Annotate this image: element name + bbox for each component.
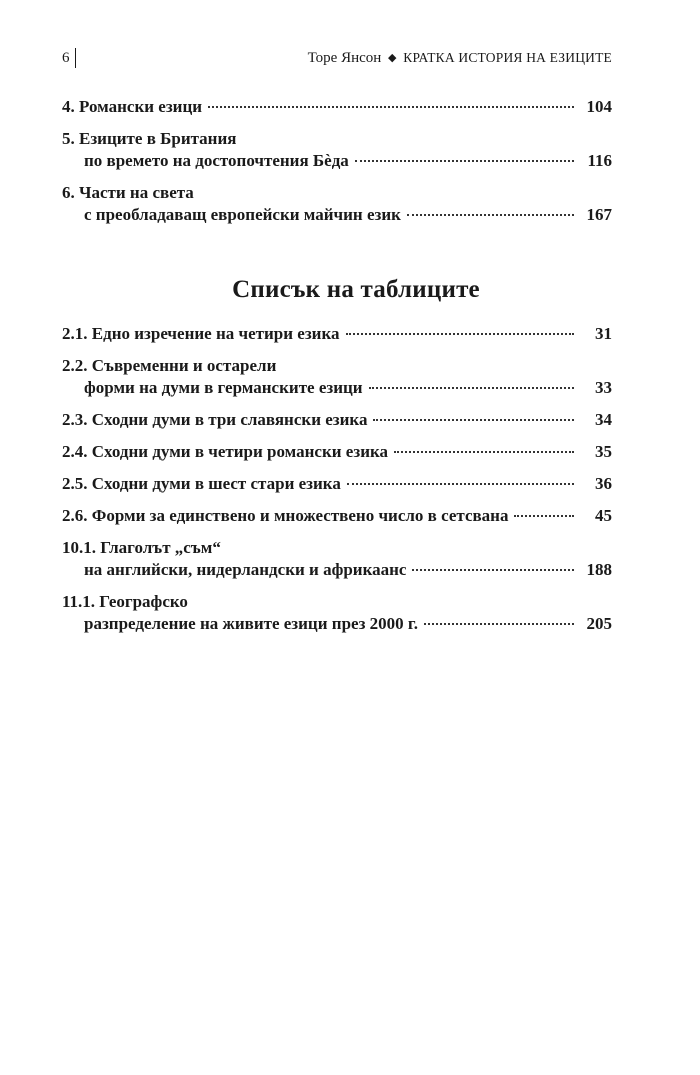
header-divider [75, 48, 76, 68]
dot-leader [373, 419, 574, 421]
toc-entry[interactable] [62, 473, 612, 495]
toc-page-number: 167 [586, 205, 612, 224]
toc-entry-title: 11.1. Географско [62, 592, 188, 611]
dot-leader [346, 333, 575, 335]
toc-entry[interactable] [62, 537, 612, 581]
dot-leader [407, 214, 574, 216]
toc-entry-line [62, 613, 612, 635]
toc-page-number: 45 [595, 506, 612, 525]
running-title [308, 48, 612, 69]
diamond-separator-icon: ◆ [388, 52, 397, 64]
toc-entry-title: 2.5. Сходни думи в шест стари езика [62, 474, 341, 493]
dot-leader [369, 387, 574, 389]
toc-entry-title: 2.4. Сходни думи в четири романски езика [62, 442, 389, 461]
toc-entry[interactable] [62, 323, 612, 345]
toc-entry-line [62, 182, 612, 204]
list-of-tables [62, 323, 612, 645]
toc-entry[interactable] [62, 182, 612, 226]
toc-entry-title: разпределение на живите езици през 2000 г. [84, 614, 418, 633]
toc-page-number: 104 [586, 97, 612, 116]
dot-leader [208, 106, 574, 108]
dot-leader [514, 515, 574, 517]
toc-entry-line [62, 377, 612, 399]
toc-page-number: 33 [595, 378, 612, 397]
toc-entry-title: с преобладаващ европейски майчин език [84, 205, 401, 224]
toc-entry-title: по времето на достопочтения Бѐда [84, 151, 349, 170]
toc-page-number: 36 [595, 474, 612, 493]
toc-entry-line [62, 505, 612, 527]
dot-leader [347, 483, 574, 485]
toc-entry-line [62, 537, 612, 559]
toc-entry-title: 2.6. Форми за единствено и множествено число в сетсвана [62, 506, 509, 525]
toc-page-number: 116 [587, 151, 612, 170]
toc-entry-title: форми на думи в германските езици [84, 378, 363, 397]
toc-entry-title: 4. Романски езици [62, 97, 203, 116]
toc-entry-line [62, 591, 612, 613]
toc-entry[interactable] [62, 128, 612, 172]
toc-entry-line [62, 204, 612, 226]
toc-entry-line [62, 473, 612, 495]
toc-page-number: 188 [586, 560, 612, 579]
toc-entry-line [62, 559, 612, 581]
toc-page-number: 35 [595, 442, 612, 461]
toc-entry-line [62, 355, 612, 377]
toc-entry-title: на английски, нидерландски и африкаанс [84, 560, 407, 579]
toc-entry[interactable] [62, 505, 612, 527]
dot-leader [394, 451, 574, 453]
toc-entry-line [62, 409, 612, 431]
book-title: КРАТКА ИСТОРИЯ НА ЕЗИЦИТЕ [403, 50, 612, 65]
toc-entry-title: 2.3. Сходни думи в три славянски езика [62, 410, 368, 429]
toc-entry[interactable] [62, 441, 612, 463]
toc-entry-title: 2.1. Едно изречение на четири езика [62, 324, 340, 343]
toc-page-number: 34 [595, 410, 612, 429]
toc-entry[interactable] [62, 591, 612, 635]
section-title: Списък на таблиците [232, 276, 480, 303]
page-number: 6 [62, 50, 70, 66]
toc-entry[interactable] [62, 409, 612, 431]
toc-entry-line [62, 128, 612, 150]
list-of-figures [62, 96, 612, 236]
toc-page-number: 31 [595, 324, 612, 343]
dot-leader [412, 569, 574, 571]
toc-page-number: 205 [586, 614, 612, 633]
toc-entry-title: 10.1. Глаголът „съм“ [62, 538, 221, 557]
toc-entry[interactable] [62, 96, 612, 118]
author-name: Торе Янсон [307, 50, 382, 66]
toc-entry-line [62, 150, 612, 172]
toc-entry[interactable] [62, 355, 612, 399]
toc-entry-title: 2.2. Съвременни и остарели [62, 356, 277, 375]
toc-entry-line [62, 441, 612, 463]
toc-entry-title: 5. Езиците в Британия [62, 129, 237, 148]
dot-leader [424, 623, 574, 625]
toc-entry-line [62, 323, 612, 345]
toc-entry-title: 6. Части на света [62, 183, 194, 202]
dot-leader [355, 160, 574, 162]
toc-entry-line [62, 96, 612, 118]
